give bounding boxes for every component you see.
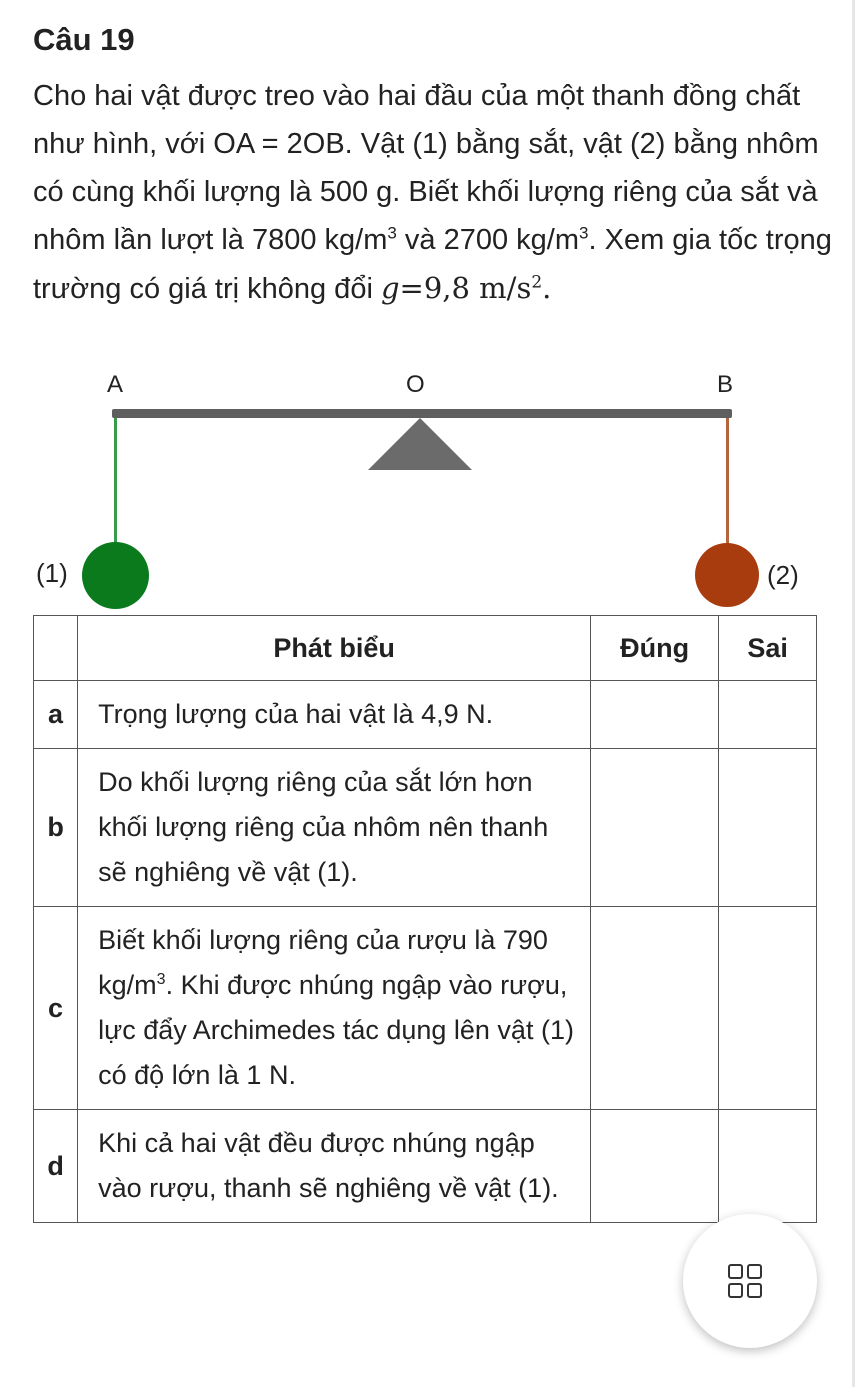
label-object-2: (2) — [767, 560, 799, 590]
g-exponent: 2 — [531, 272, 543, 293]
row-statement: Khi cả hai vật đều được nhúng ngập vào rượu, thanh sẽ nghiêng về vật (1). — [78, 1110, 591, 1223]
table-header-row — [34, 616, 817, 681]
true-checkbox-cell[interactable] — [591, 907, 719, 1110]
grid-icon — [747, 1283, 762, 1298]
false-checkbox-cell[interactable] — [719, 749, 817, 907]
false-checkbox-cell[interactable] — [719, 681, 817, 749]
row-key: d — [34, 1110, 78, 1223]
statement-part-1: Biết khối lượng riêng của rượu là 790 kg/m — [98, 925, 548, 1000]
g-value: =9,8 — [399, 271, 470, 305]
exponent: 3 — [156, 971, 166, 988]
g-unit: m/s — [479, 271, 532, 305]
statements-table — [33, 615, 817, 1223]
grid-icon — [728, 1264, 743, 1279]
row-statement: Do khối lượng riêng của sắt lớn hơn khối lượng riêng của nhôm nên thanh sẽ nghiêng về vật (1). — [78, 749, 591, 907]
g-symbol: g — [380, 271, 400, 305]
object-1-iron — [82, 542, 149, 609]
row-statement: Trọng lượng của hai vật là 4,9 N. — [78, 681, 591, 749]
grid-icon — [728, 1283, 743, 1298]
header-false: Sai — [719, 616, 817, 681]
intro-part-3: . Xem gia tốc trọng trường có giá trị không đổi — [33, 224, 832, 305]
table-row — [34, 749, 817, 907]
lever-bar — [112, 409, 732, 418]
header-key — [34, 616, 78, 681]
grid-menu-button[interactable] — [683, 1214, 817, 1348]
false-checkbox-cell[interactable] — [719, 1110, 817, 1223]
label-b: B — [717, 371, 734, 398]
header-statement: Phát biểu — [78, 616, 591, 681]
pivot-triangle — [368, 418, 472, 470]
table-row — [34, 681, 817, 749]
label-object-1: (1) — [36, 558, 68, 588]
question-title: Câu 19 — [33, 22, 135, 57]
intro-part-2: và 2700 kg/m — [396, 224, 580, 256]
question-text — [33, 72, 833, 313]
row-statement — [78, 907, 591, 1110]
true-checkbox-cell[interactable] — [591, 1110, 719, 1223]
label-a: A — [107, 371, 124, 398]
statement-part-2: . Khi được nhúng ngập vào rượu, lực đẩy Archimedes tác dụng lên vật (1) có độ lớn là 1 N. — [98, 970, 574, 1090]
string-a — [114, 416, 117, 546]
period: . — [542, 271, 552, 305]
label-o: O — [406, 371, 425, 398]
exponent: 3 — [387, 223, 397, 243]
grid-icon — [747, 1264, 762, 1279]
gravity-formula — [381, 271, 551, 305]
table-row — [34, 907, 817, 1110]
false-checkbox-cell[interactable] — [719, 907, 817, 1110]
header-true: Đúng — [591, 616, 719, 681]
intro-part-1: Cho hai vật được treo vào hai đầu của một thanh đồng chất như hình, với OA = 2OB. Vật (1) bằng sắt, vật (2) bằng nhôm có cùng khối lượng là 500 g. Biết khối lượng riêng của sắt và nhôm lần lượt là 7800 kg/m — [33, 80, 819, 256]
object-2-aluminium — [695, 543, 759, 607]
row-key: a — [34, 681, 78, 749]
row-key: c — [34, 907, 78, 1110]
exponent: 3 — [579, 223, 589, 243]
table-row — [34, 1110, 817, 1223]
true-checkbox-cell[interactable] — [591, 749, 719, 907]
row-key: b — [34, 749, 78, 907]
true-checkbox-cell[interactable] — [591, 681, 719, 749]
lever-diagram — [0, 360, 855, 620]
string-b — [726, 416, 729, 546]
